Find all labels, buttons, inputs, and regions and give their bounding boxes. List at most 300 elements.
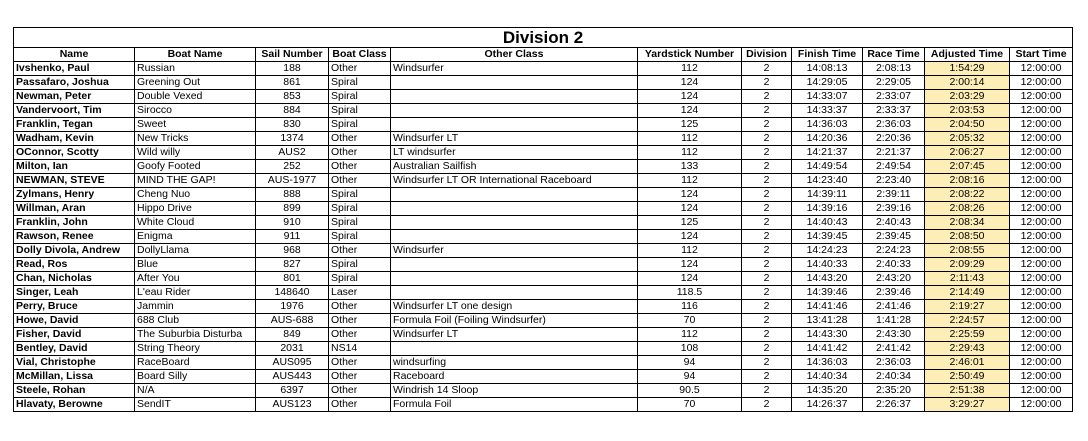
sail-number-cell: 188	[256, 62, 329, 76]
table-row	[14, 104, 1073, 118]
name-cell: Singer, Leah	[14, 286, 135, 300]
name-cell: Fisher, David	[14, 328, 135, 342]
yardstick-number-cell: 124	[638, 188, 742, 202]
division-cell: 2	[742, 258, 792, 272]
other-class-cell: Windrish 14 Sloop	[391, 384, 638, 398]
adjusted-time-cell: 2:08:16	[925, 174, 1010, 188]
sail-number-cell: AUS123	[256, 398, 329, 412]
table-row	[14, 132, 1073, 146]
sail-number-cell: 830	[256, 118, 329, 132]
yardstick-number-cell: 124	[638, 76, 742, 90]
race-time-cell: 2:39:11	[863, 188, 925, 202]
sail-number-cell: 888	[256, 188, 329, 202]
adjusted-time-cell: 2:08:22	[925, 188, 1010, 202]
division-cell: 2	[742, 104, 792, 118]
other-class-cell: Windsurfer LT OR International Raceboard	[391, 174, 638, 188]
finish-time-cell: 14:36:03	[792, 118, 863, 132]
division-cell: 2	[742, 384, 792, 398]
sail-number-cell: 910	[256, 216, 329, 230]
adjusted-time-cell: 2:00:14	[925, 76, 1010, 90]
other-class-cell: Windsurfer LT	[391, 132, 638, 146]
boat-name-cell: New Tricks	[135, 132, 256, 146]
boat-name-cell: Russian	[135, 62, 256, 76]
sail-number-cell: 911	[256, 230, 329, 244]
boat-class-cell: Other	[329, 244, 391, 258]
race-time-cell: 2:41:42	[863, 342, 925, 356]
boat-class-cell: Spiral	[329, 202, 391, 216]
boat-class-cell: Spiral	[329, 272, 391, 286]
column-header-other-class: Other Class	[391, 48, 638, 62]
yardstick-number-cell: 124	[638, 202, 742, 216]
boat-name-cell: DollyLlama	[135, 244, 256, 258]
start-time-cell: 12:00:00	[1010, 76, 1073, 90]
other-class-cell	[391, 76, 638, 90]
finish-time-cell: 14:41:46	[792, 300, 863, 314]
boat-class-cell: Spiral	[329, 76, 391, 90]
boat-name-cell: Blue	[135, 258, 256, 272]
adjusted-time-cell: 2:04:50	[925, 118, 1010, 132]
race-time-cell: 2:40:33	[863, 258, 925, 272]
adjusted-time-cell: 2:05:32	[925, 132, 1010, 146]
name-cell: Vandervoort, Tim	[14, 104, 135, 118]
finish-time-cell: 14:36:03	[792, 356, 863, 370]
column-header-name: Name	[14, 48, 135, 62]
race-time-cell: 2:43:20	[863, 272, 925, 286]
boat-class-cell: Other	[329, 160, 391, 174]
other-class-cell: Windsurfer	[391, 62, 638, 76]
boat-class-cell: Spiral	[329, 216, 391, 230]
boat-class-cell: Other	[329, 370, 391, 384]
start-time-cell: 12:00:00	[1010, 160, 1073, 174]
sail-number-cell: 968	[256, 244, 329, 258]
sail-number-cell: 1976	[256, 300, 329, 314]
yardstick-number-cell: 108	[638, 342, 742, 356]
adjusted-time-cell: 1:54:29	[925, 62, 1010, 76]
table-row	[14, 258, 1073, 272]
other-class-cell	[391, 104, 638, 118]
division-cell: 2	[742, 146, 792, 160]
finish-time-cell: 13:41:28	[792, 314, 863, 328]
yardstick-number-cell: 112	[638, 132, 742, 146]
name-cell: Howe, David	[14, 314, 135, 328]
race-time-cell: 2:35:20	[863, 384, 925, 398]
yardstick-number-cell: 125	[638, 216, 742, 230]
boat-name-cell: N/A	[135, 384, 256, 398]
yardstick-number-cell: 124	[638, 104, 742, 118]
sail-number-cell: AUS443	[256, 370, 329, 384]
division-cell: 2	[742, 244, 792, 258]
start-time-cell: 12:00:00	[1010, 104, 1073, 118]
start-time-cell: 12:00:00	[1010, 146, 1073, 160]
yardstick-number-cell: 112	[638, 244, 742, 258]
race-time-cell: 2:40:43	[863, 216, 925, 230]
results-table	[13, 27, 1073, 412]
boat-name-cell: Jammin	[135, 300, 256, 314]
other-class-cell	[391, 90, 638, 104]
adjusted-time-cell: 2:06:27	[925, 146, 1010, 160]
name-cell: Dolly Divola, Andrew	[14, 244, 135, 258]
race-time-cell: 2:39:46	[863, 286, 925, 300]
boat-class-cell: Other	[329, 356, 391, 370]
column-header-finish-time: Finish Time	[792, 48, 863, 62]
other-class-cell: Windsurfer LT	[391, 328, 638, 342]
other-class-cell	[391, 118, 638, 132]
table-row	[14, 188, 1073, 202]
other-class-cell	[391, 216, 638, 230]
finish-time-cell: 14:43:20	[792, 272, 863, 286]
sail-number-cell: AUS2	[256, 146, 329, 160]
race-time-cell: 2:24:23	[863, 244, 925, 258]
finish-time-cell: 14:39:45	[792, 230, 863, 244]
division-cell: 2	[742, 132, 792, 146]
name-cell: Chan, Nicholas	[14, 272, 135, 286]
table-row	[14, 384, 1073, 398]
name-cell: Steele, Rohan	[14, 384, 135, 398]
other-class-cell	[391, 258, 638, 272]
adjusted-time-cell: 3:29:27	[925, 398, 1010, 412]
table-row	[14, 202, 1073, 216]
table-row	[14, 398, 1073, 412]
finish-time-cell: 14:41:42	[792, 342, 863, 356]
sail-number-cell: 252	[256, 160, 329, 174]
table-row	[14, 216, 1073, 230]
race-time-cell: 2:43:30	[863, 328, 925, 342]
other-class-cell	[391, 202, 638, 216]
finish-time-cell: 14:20:36	[792, 132, 863, 146]
boat-class-cell: Spiral	[329, 258, 391, 272]
start-time-cell: 12:00:00	[1010, 174, 1073, 188]
sail-number-cell: 2031	[256, 342, 329, 356]
name-cell: Passafaro, Joshua	[14, 76, 135, 90]
other-class-cell	[391, 272, 638, 286]
finish-time-cell: 14:40:34	[792, 370, 863, 384]
finish-time-cell: 14:21:37	[792, 146, 863, 160]
name-cell: NEWMAN, STEVE	[14, 174, 135, 188]
column-header-yardstick-number: Yardstick Number	[638, 48, 742, 62]
division-cell: 2	[742, 174, 792, 188]
finish-time-cell: 14:26:37	[792, 398, 863, 412]
name-cell: Franklin, Tegan	[14, 118, 135, 132]
adjusted-time-cell: 2:14:49	[925, 286, 1010, 300]
boat-class-cell: Other	[329, 384, 391, 398]
boat-name-cell: Sweet	[135, 118, 256, 132]
column-header-start-time: Start Time	[1010, 48, 1073, 62]
finish-time-cell: 14:49:54	[792, 160, 863, 174]
boat-class-cell: Other	[329, 174, 391, 188]
division-cell: 2	[742, 398, 792, 412]
boat-name-cell: Enigma	[135, 230, 256, 244]
yardstick-number-cell: 94	[638, 370, 742, 384]
start-time-cell: 12:00:00	[1010, 398, 1073, 412]
yardstick-number-cell: 112	[638, 146, 742, 160]
table-row	[14, 328, 1073, 342]
boat-name-cell: Sirocco	[135, 104, 256, 118]
adjusted-time-cell: 2:51:38	[925, 384, 1010, 398]
other-class-cell: Windsurfer LT one design	[391, 300, 638, 314]
boat-name-cell: Hippo Drive	[135, 202, 256, 216]
sail-number-cell: 827	[256, 258, 329, 272]
division-cell: 2	[742, 160, 792, 174]
boat-class-cell: Other	[329, 132, 391, 146]
boat-name-cell: Cheng Nuo	[135, 188, 256, 202]
start-time-cell: 12:00:00	[1010, 132, 1073, 146]
yardstick-number-cell: 118.5	[638, 286, 742, 300]
sail-number-cell: 801	[256, 272, 329, 286]
finish-time-cell: 14:40:43	[792, 216, 863, 230]
yardstick-number-cell: 94	[638, 356, 742, 370]
start-time-cell: 12:00:00	[1010, 286, 1073, 300]
sail-number-cell: AUS095	[256, 356, 329, 370]
finish-time-cell: 14:40:33	[792, 258, 863, 272]
table-row	[14, 300, 1073, 314]
division-cell: 2	[742, 342, 792, 356]
table-row	[14, 342, 1073, 356]
race-time-cell: 2:36:03	[863, 118, 925, 132]
yardstick-number-cell: 124	[638, 90, 742, 104]
sail-number-cell: 849	[256, 328, 329, 342]
results-body	[14, 62, 1073, 412]
adjusted-time-cell: 2:25:59	[925, 328, 1010, 342]
boat-class-cell: Other	[329, 300, 391, 314]
race-time-cell: 2:33:07	[863, 90, 925, 104]
name-cell: Milton, Ian	[14, 160, 135, 174]
name-cell: Newman, Peter	[14, 90, 135, 104]
sail-number-cell: 1374	[256, 132, 329, 146]
sail-number-cell: 861	[256, 76, 329, 90]
boat-class-cell: Other	[329, 328, 391, 342]
finish-time-cell: 14:08:13	[792, 62, 863, 76]
boat-class-cell: NS14	[329, 342, 391, 356]
table-row	[14, 174, 1073, 188]
table-row	[14, 314, 1073, 328]
name-cell: Willman, Aran	[14, 202, 135, 216]
boat-class-cell: Spiral	[329, 90, 391, 104]
yardstick-number-cell: 70	[638, 398, 742, 412]
boat-class-cell: Spiral	[329, 118, 391, 132]
adjusted-time-cell: 2:24:57	[925, 314, 1010, 328]
column-header-adjusted-time: Adjusted Time	[925, 48, 1010, 62]
race-time-cell: 2:36:03	[863, 356, 925, 370]
start-time-cell: 12:00:00	[1010, 356, 1073, 370]
adjusted-time-cell: 2:07:45	[925, 160, 1010, 174]
finish-time-cell: 14:33:07	[792, 90, 863, 104]
division-cell: 2	[742, 90, 792, 104]
division-cell: 2	[742, 370, 792, 384]
race-time-cell: 2:29:05	[863, 76, 925, 90]
table-row	[14, 370, 1073, 384]
adjusted-time-cell: 2:29:43	[925, 342, 1010, 356]
boat-class-cell: Other	[329, 314, 391, 328]
start-time-cell: 12:00:00	[1010, 384, 1073, 398]
name-cell: Wadham, Kevin	[14, 132, 135, 146]
boat-name-cell: L'eau Rider	[135, 286, 256, 300]
boat-class-cell: Other	[329, 146, 391, 160]
sail-number-cell: 884	[256, 104, 329, 118]
yardstick-number-cell: 124	[638, 272, 742, 286]
division-cell: 2	[742, 300, 792, 314]
division-cell: 2	[742, 328, 792, 342]
table-row	[14, 62, 1073, 76]
other-class-cell: Windsurfer	[391, 244, 638, 258]
boat-class-cell: Other	[329, 398, 391, 412]
race-time-cell: 2:33:37	[863, 104, 925, 118]
yardstick-number-cell: 112	[638, 62, 742, 76]
name-cell: Read, Ros	[14, 258, 135, 272]
boat-class-cell: Spiral	[329, 104, 391, 118]
adjusted-time-cell: 2:08:50	[925, 230, 1010, 244]
division-cell: 2	[742, 216, 792, 230]
yardstick-number-cell: 116	[638, 300, 742, 314]
start-time-cell: 12:00:00	[1010, 244, 1073, 258]
boat-name-cell: Board Silly	[135, 370, 256, 384]
start-time-cell: 12:00:00	[1010, 272, 1073, 286]
boat-name-cell: White Cloud	[135, 216, 256, 230]
table-row	[14, 230, 1073, 244]
table-row	[14, 160, 1073, 174]
boat-class-cell: Spiral	[329, 230, 391, 244]
adjusted-time-cell: 2:03:29	[925, 90, 1010, 104]
boat-name-cell: 688 Club	[135, 314, 256, 328]
other-class-cell	[391, 188, 638, 202]
division-cell: 2	[742, 230, 792, 244]
adjusted-time-cell: 2:19:27	[925, 300, 1010, 314]
start-time-cell: 12:00:00	[1010, 314, 1073, 328]
division-cell: 2	[742, 314, 792, 328]
table-row	[14, 286, 1073, 300]
sail-number-cell: AUS-688	[256, 314, 329, 328]
table-row	[14, 146, 1073, 160]
sail-number-cell: AUS-1977	[256, 174, 329, 188]
boat-name-cell: Double Vexed	[135, 90, 256, 104]
race-time-cell: 2:40:34	[863, 370, 925, 384]
start-time-cell: 12:00:00	[1010, 258, 1073, 272]
column-header-boat-name: Boat Name	[135, 48, 256, 62]
adjusted-time-cell: 2:09:29	[925, 258, 1010, 272]
table-row	[14, 244, 1073, 258]
other-class-cell: Formula Foil	[391, 398, 638, 412]
boat-name-cell: MIND THE GAP!	[135, 174, 256, 188]
name-cell: Vial, Christophe	[14, 356, 135, 370]
adjusted-time-cell: 2:03:53	[925, 104, 1010, 118]
yardstick-number-cell: 70	[638, 314, 742, 328]
boat-name-cell: SendIT	[135, 398, 256, 412]
column-header-division: Division	[742, 48, 792, 62]
boat-class-cell: Laser	[329, 286, 391, 300]
sail-number-cell: 853	[256, 90, 329, 104]
start-time-cell: 12:00:00	[1010, 230, 1073, 244]
yardstick-number-cell: 90.5	[638, 384, 742, 398]
finish-time-cell: 14:23:40	[792, 174, 863, 188]
other-class-cell	[391, 286, 638, 300]
other-class-cell: Formula Foil (Foiling Windsurfer)	[391, 314, 638, 328]
division-cell: 2	[742, 272, 792, 286]
division-cell: 2	[742, 76, 792, 90]
boat-name-cell: After You	[135, 272, 256, 286]
boat-name-cell: Wild willy	[135, 146, 256, 160]
start-time-cell: 12:00:00	[1010, 90, 1073, 104]
yardstick-number-cell: 133	[638, 160, 742, 174]
division-cell: 2	[742, 202, 792, 216]
division-cell: 2	[742, 286, 792, 300]
finish-time-cell: 14:43:30	[792, 328, 863, 342]
race-time-cell: 2:41:46	[863, 300, 925, 314]
start-time-cell: 12:00:00	[1010, 300, 1073, 314]
adjusted-time-cell: 2:46:01	[925, 356, 1010, 370]
finish-time-cell: 14:24:23	[792, 244, 863, 258]
table-row	[14, 90, 1073, 104]
division-title: Division 2	[14, 28, 1073, 48]
finish-time-cell: 14:39:46	[792, 286, 863, 300]
table-row	[14, 118, 1073, 132]
boat-name-cell: Goofy Footed	[135, 160, 256, 174]
other-class-cell	[391, 230, 638, 244]
adjusted-time-cell: 2:11:43	[925, 272, 1010, 286]
start-time-cell: 12:00:00	[1010, 342, 1073, 356]
name-cell: McMillan, Lissa	[14, 370, 135, 384]
sail-number-cell: 148640	[256, 286, 329, 300]
race-time-cell: 2:49:54	[863, 160, 925, 174]
adjusted-time-cell: 2:08:34	[925, 216, 1010, 230]
name-cell: Perry, Bruce	[14, 300, 135, 314]
division-cell: 2	[742, 118, 792, 132]
race-time-cell: 1:41:28	[863, 314, 925, 328]
adjusted-time-cell: 2:08:55	[925, 244, 1010, 258]
name-cell: OConnor, Scotty	[14, 146, 135, 160]
finish-time-cell: 14:39:16	[792, 202, 863, 216]
table-row	[14, 76, 1073, 90]
boat-name-cell: The Suburbia Disturba	[135, 328, 256, 342]
start-time-cell: 12:00:00	[1010, 62, 1073, 76]
sail-number-cell: 899	[256, 202, 329, 216]
boat-name-cell: Greening Out	[135, 76, 256, 90]
finish-time-cell: 14:33:37	[792, 104, 863, 118]
column-header-boat-class: Boat Class	[329, 48, 391, 62]
start-time-cell: 12:00:00	[1010, 370, 1073, 384]
adjusted-time-cell: 2:50:49	[925, 370, 1010, 384]
name-cell: Zylmans, Henry	[14, 188, 135, 202]
name-cell: Franklin, John	[14, 216, 135, 230]
start-time-cell: 12:00:00	[1010, 202, 1073, 216]
other-class-cell: LT windsurfer	[391, 146, 638, 160]
race-time-cell: 2:39:45	[863, 230, 925, 244]
race-time-cell: 2:08:13	[863, 62, 925, 76]
column-header-sail-number: Sail Number	[256, 48, 329, 62]
name-cell: Bentley, David	[14, 342, 135, 356]
start-time-cell: 12:00:00	[1010, 328, 1073, 342]
division-cell: 2	[742, 62, 792, 76]
race-time-cell: 2:39:16	[863, 202, 925, 216]
other-class-cell: Raceboard	[391, 370, 638, 384]
race-time-cell: 2:23:40	[863, 174, 925, 188]
finish-time-cell: 14:29:05	[792, 76, 863, 90]
division-cell: 2	[742, 188, 792, 202]
division-cell: 2	[742, 356, 792, 370]
boat-class-cell: Other	[329, 62, 391, 76]
other-class-cell	[391, 342, 638, 356]
race-time-cell: 2:21:37	[863, 146, 925, 160]
race-time-cell: 2:26:37	[863, 398, 925, 412]
sail-number-cell: 6397	[256, 384, 329, 398]
start-time-cell: 12:00:00	[1010, 118, 1073, 132]
other-class-cell: windsurfing	[391, 356, 638, 370]
name-cell: Hlavaty, Berowne	[14, 398, 135, 412]
name-cell: Ivshenko, Paul	[14, 62, 135, 76]
boat-name-cell: String Theory	[135, 342, 256, 356]
boat-name-cell: RaceBoard	[135, 356, 256, 370]
yardstick-number-cell: 124	[638, 230, 742, 244]
results-sheet	[13, 27, 1072, 412]
yardstick-number-cell: 124	[638, 258, 742, 272]
